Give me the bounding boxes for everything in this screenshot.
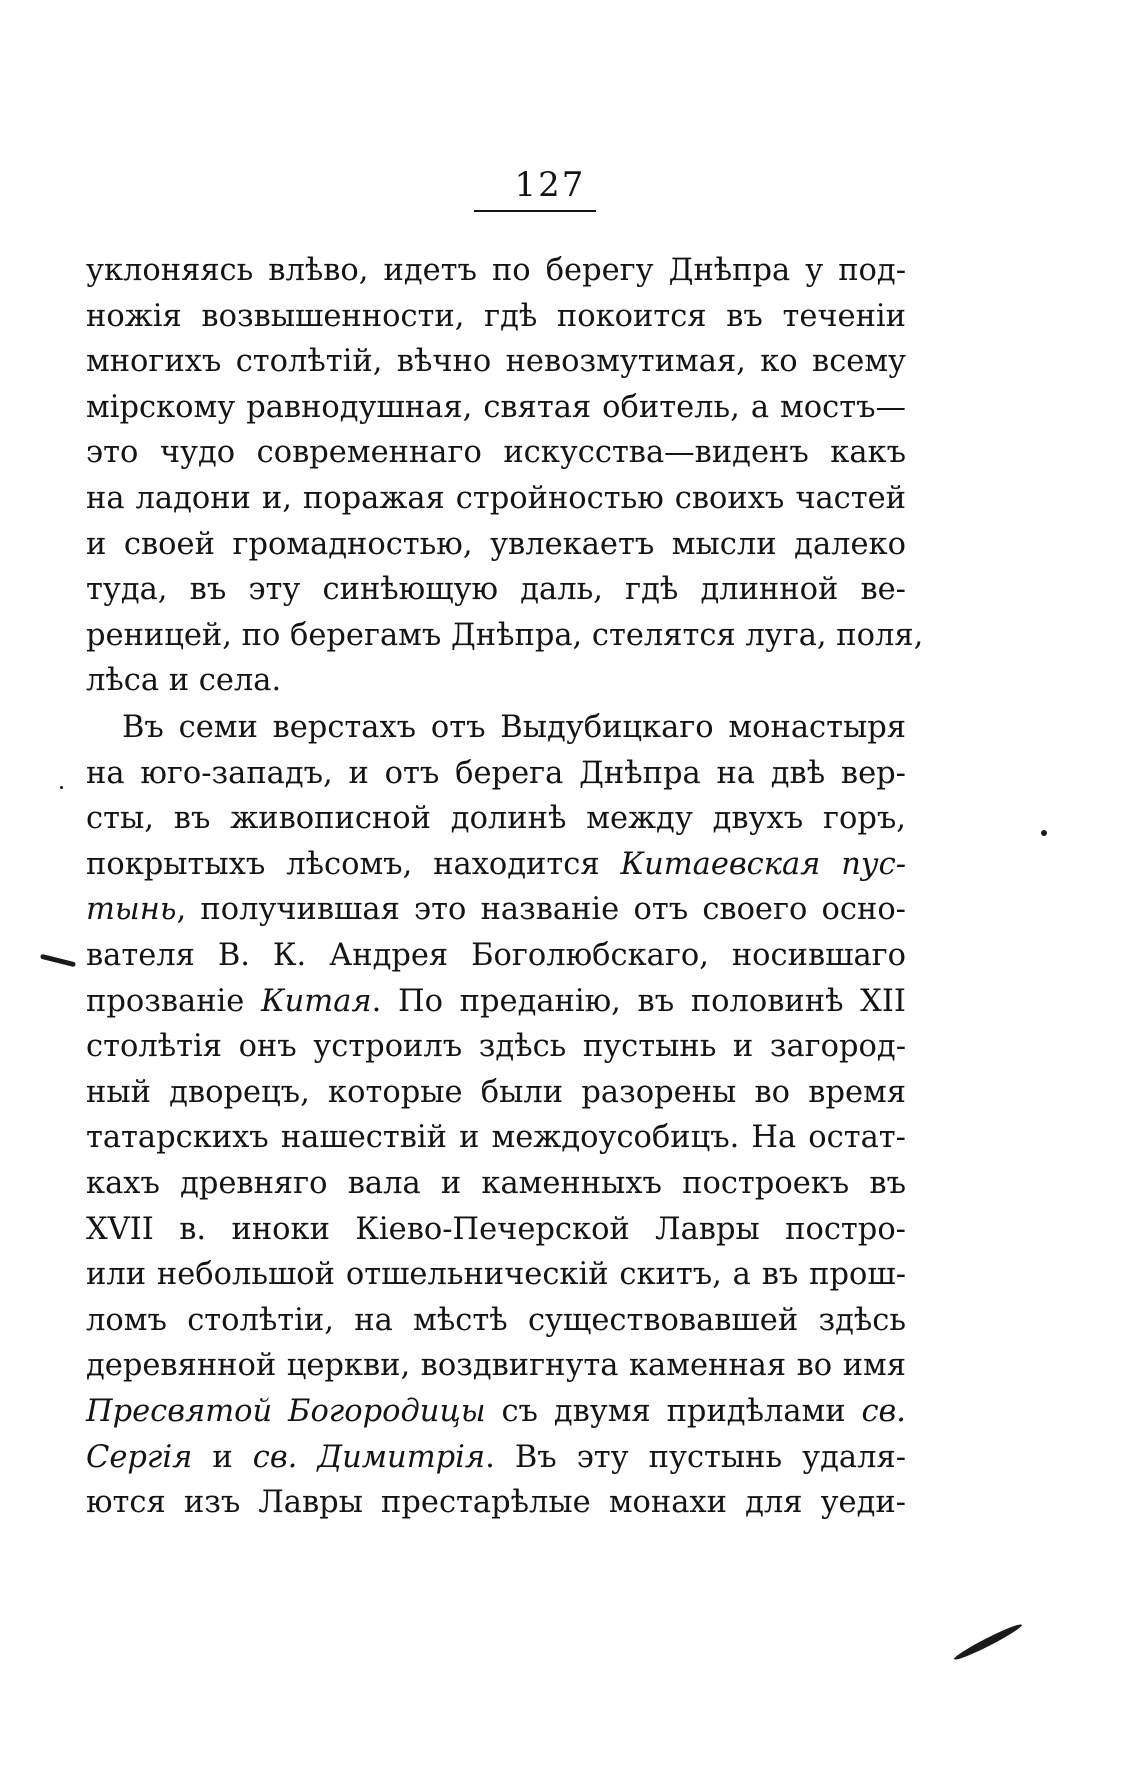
text-line: ются изъ Лавры престарѣлые монахи для уеди- — [86, 1485, 906, 1521]
text-line: вателя В. К. Андрея Боголюбскаго, носившаго — [86, 937, 906, 973]
text-line: и своей громадностью, увлекаетъ мысли далеко — [86, 526, 906, 562]
text-line — [86, 842, 906, 888]
text-line: столѣтія онъ устроилъ здѣсь пустынь и загород- — [86, 1029, 906, 1065]
text-line: туда, въ эту синѣющую даль, гдѣ длинной ве- — [86, 572, 906, 608]
text-line: или небольшой отшельническій скитъ, а въ прош- — [86, 1257, 906, 1293]
text-run: . Въ эту пустынь удаля- — [485, 1439, 907, 1475]
italic-text-run: Китаевская пус- — [620, 846, 906, 882]
text-line — [86, 979, 906, 1025]
italic-text-run: Пресвятой Богородицы — [86, 1393, 486, 1429]
text-line: ломъ столѣтіи, на мѣстѣ существовавшей здѣсь — [86, 1302, 906, 1338]
text-run: . По преданію, въ половинѣ XII — [371, 983, 906, 1019]
text-line — [86, 1389, 906, 1435]
italic-text-run: Китая — [261, 983, 372, 1019]
text-line: сты, въ живописной долинѣ между двухъ горъ, — [86, 801, 906, 837]
italic-text-run: Сергія — [86, 1439, 193, 1475]
paragraph-1 — [86, 248, 924, 704]
italic-text-run: св. — [861, 1393, 906, 1429]
page-number-rule — [474, 210, 596, 212]
text-line: это чудо современнаго искусства—виденъ какъ — [86, 435, 906, 471]
text-run: прозваніе — [86, 983, 262, 1019]
italic-text-run: св. Димитрія — [252, 1439, 486, 1475]
ink-speck — [1041, 830, 1047, 836]
text-run: и — [192, 1439, 253, 1475]
text-line — [86, 887, 906, 933]
ink-smudge-mark — [953, 1621, 1024, 1664]
text-line — [86, 1435, 906, 1481]
ink-dash-mark — [40, 954, 76, 968]
text-line: татарскихъ нашествій и междоусобицъ. На остат- — [86, 1120, 906, 1156]
text-run: съ двумя придѣлами — [485, 1393, 862, 1429]
text-line: деревянной церкви, воздвигнута каменная во имя — [86, 1348, 906, 1384]
text-line: ный дворецъ, которые были разорены во время — [86, 1074, 906, 1110]
text-run: , получившая это названіе отъ своего осно- — [176, 892, 906, 928]
italic-text-run: тынь — [86, 892, 177, 928]
text-line: реницей, по берегамъ Днѣпра, стелятся луга, поля, — [86, 617, 924, 653]
text-line: кахъ древняго вала и каменныхъ построекъ въ — [86, 1165, 906, 1201]
text-line: XVII в. иноки Кіево-Печерской Лавры постро- — [86, 1211, 906, 1247]
text-line: на юго-западъ, и отъ берега Днѣпра на двѣ вер- — [86, 755, 906, 791]
page-number: 127 — [514, 165, 586, 205]
paragraph-2 — [86, 705, 906, 1526]
ink-speck — [60, 786, 63, 789]
text-line: многихъ столѣтій, вѣчно невозмутимая, ко всему — [86, 344, 906, 380]
text-line: Въ семи верстахъ отъ Выдубицкаго монастыря — [122, 710, 906, 745]
text-run: покрытыхъ лѣсомъ, находится — [86, 846, 621, 882]
text-line: мірскому равнодушная, святая обитель, а мостъ— — [86, 389, 906, 425]
text-line: уклоняясь влѣво, идетъ по берегу Днѣпра у под- — [86, 253, 906, 288]
text-line: на ладони и, поражая стройностью своихъ частей — [86, 480, 906, 516]
text-line: ножія возвышенности, гдѣ покоится въ теченіи — [86, 298, 906, 334]
text-line: лѣса и села. — [86, 663, 282, 699]
